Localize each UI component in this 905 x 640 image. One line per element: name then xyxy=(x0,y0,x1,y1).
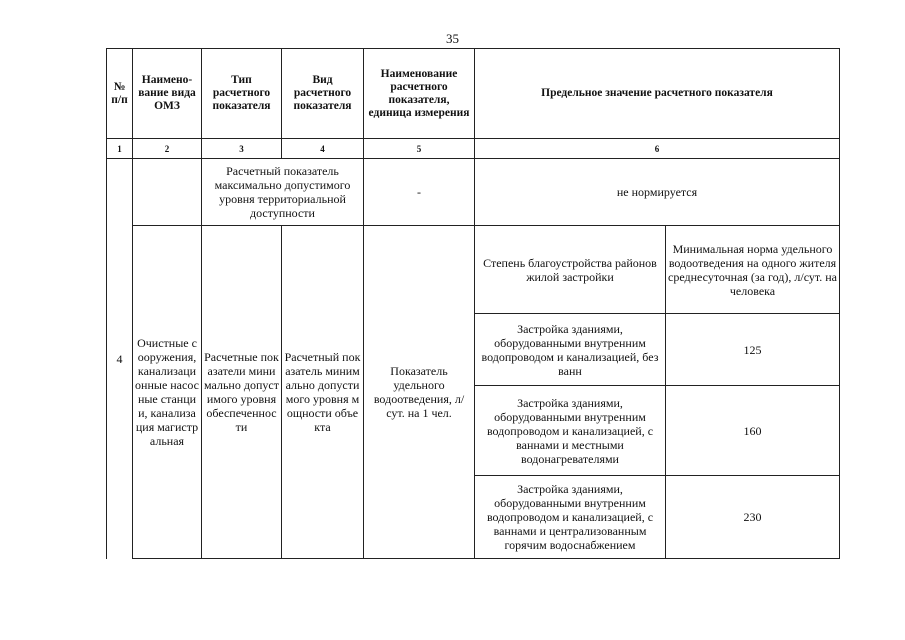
norm-value: 125 xyxy=(666,314,840,386)
norm-value: 160 xyxy=(666,386,840,476)
header-indicator-name: Наименование расчетного показателя, единица измерения xyxy=(364,49,475,139)
column-number: 3 xyxy=(202,139,282,159)
accessibility-indicator-value: не нормируется xyxy=(475,159,840,226)
header-number: № п/п xyxy=(107,49,133,139)
column-number: 5 xyxy=(364,139,475,159)
empty-cell xyxy=(133,159,202,226)
accessibility-row xyxy=(107,159,840,226)
accessibility-indicator-type: Расчетный показатель максимально допустимого уровня территориальной доступности xyxy=(202,159,364,226)
norm-value: 230 xyxy=(666,476,840,559)
column-number: 2 xyxy=(133,139,202,159)
subheader-improvement-degree: Степень благоустройства районов жилой застройки xyxy=(475,226,666,314)
subheader-row xyxy=(107,226,840,314)
building-type-desc: Застройка зданиями, оборудованными внутренним водопроводом и канализацией, с ваннами и централизованным горячим водоснабжением xyxy=(475,476,666,559)
header-indicator-kind: Вид расчетного показателя xyxy=(282,49,364,139)
table-header-row xyxy=(107,49,840,139)
column-number-row xyxy=(107,139,840,159)
omz-name-cell: Очистные сооружения, канализационные насосные станции, канализация магистральная xyxy=(133,226,202,559)
page-number: 35 xyxy=(446,31,459,46)
header-limit-value: Предельное значение расчетного показателя xyxy=(475,49,840,139)
building-type-desc: Застройка зданиями, оборудованными внутренним водопроводом и канализацией, с ваннами и местными водонагревателями xyxy=(475,386,666,476)
indicator-kind-cell: Расчетный показатель минимально допустимого уровня мощности объекта xyxy=(282,226,364,559)
column-number: 1 xyxy=(107,139,133,159)
subheader-min-norm: Минимальная норма удельного водоотведения на одного жителя среднесуточная (за год), л/сут. на человека xyxy=(666,226,840,314)
indicator-table xyxy=(106,48,840,559)
accessibility-indicator-unit: - xyxy=(364,159,475,226)
header-omz-name: Наимено-вание вида ОМЗ xyxy=(133,49,202,139)
header-indicator-type: Тип расчетного показателя xyxy=(202,49,282,139)
building-type-desc: Застройка зданиями, оборудованными внутренним водопроводом и канализацией, без ванн xyxy=(475,314,666,386)
indicator-type-cell: Расчетные показатели минимально допустимого уровня обеспеченности xyxy=(202,226,282,559)
column-number: 6 xyxy=(475,139,840,159)
indicator-name-cell: Показатель удельного водоотведения, л/сут. на 1 чел. xyxy=(364,226,475,559)
row-number: 4 xyxy=(107,159,133,559)
column-number: 4 xyxy=(282,139,364,159)
